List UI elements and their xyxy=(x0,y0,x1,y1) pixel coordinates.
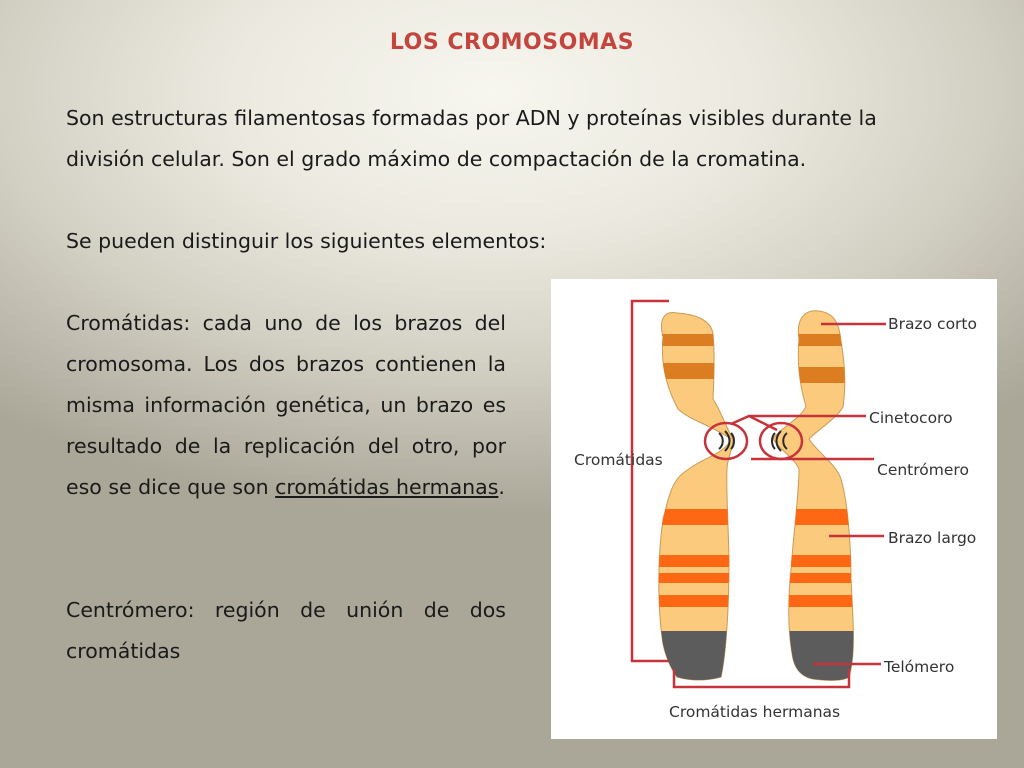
label-cromatidas: Cromátidas xyxy=(574,451,663,469)
left-band-top-1 xyxy=(651,334,741,346)
right-band-top-1 xyxy=(786,334,866,346)
right-chromatid xyxy=(773,311,866,691)
page-title: LOS CROMOSOMAS xyxy=(389,30,635,55)
label-cromatidas-hermanas: Cromátidas hermanas xyxy=(669,703,841,721)
cinetocoro-pointer-branch xyxy=(749,416,777,430)
right-band-long-2 xyxy=(786,555,866,567)
left-band-long-2 xyxy=(651,555,741,567)
right-band-long-3 xyxy=(786,573,866,583)
label-telomero: Telómero xyxy=(884,658,955,676)
chromosome-diagram xyxy=(551,279,997,739)
centromero-paragraph: Centrómero: región de unión de dos cromátidas xyxy=(66,598,506,663)
right-telomere xyxy=(786,631,866,691)
subheading: Se pueden distinguir los siguientes elementos: xyxy=(66,229,547,253)
left-band-long-4 xyxy=(651,595,741,607)
label-brazo-corto: Brazo corto xyxy=(888,315,977,333)
cromatidas-text: Cromátidas: cada uno de los brazos del cromosoma. Los dos brazos contienen la misma información genética, un brazo es resultado de la replicación del otro, por eso se dice que son xyxy=(66,311,506,499)
cromatidas-hermanas-link[interactable]: cromátidas hermanas xyxy=(275,475,499,499)
left-band-top-2 xyxy=(651,363,741,379)
right-band-top-2 xyxy=(786,367,866,383)
right-chromatid-body xyxy=(773,311,853,681)
intro-paragraph: Son estructuras filamentosas formadas por ADN y proteínas visibles durante la división celular. Son el grado máximo de compactación de la cromatina. xyxy=(66,106,877,171)
label-centromero: Centrómero xyxy=(877,461,969,479)
label-cinetocoro: Cinetocoro xyxy=(869,409,953,427)
left-band-long-3 xyxy=(651,573,741,583)
right-band-long-1 xyxy=(786,509,866,525)
left-chromatid xyxy=(651,313,741,691)
cromatidas-end: . xyxy=(498,475,505,499)
label-brazo-largo: Brazo largo xyxy=(888,529,977,547)
right-band-long-4 xyxy=(786,595,866,607)
cromatidas-paragraph xyxy=(66,303,506,508)
